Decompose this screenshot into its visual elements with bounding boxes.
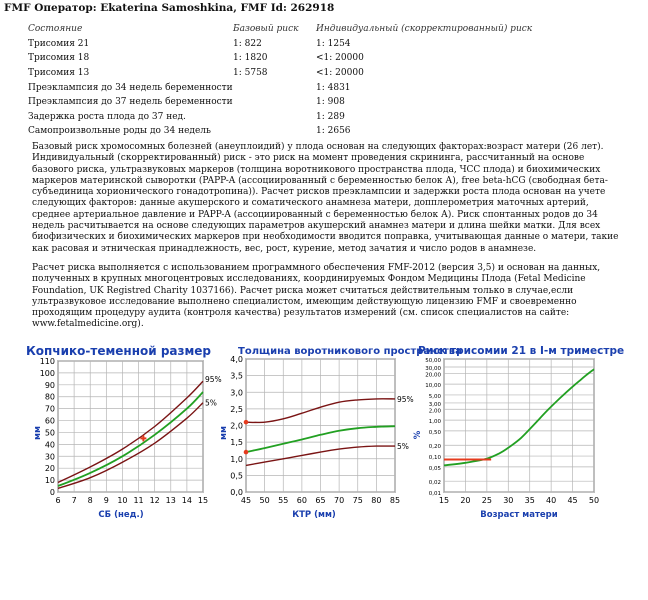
x-tick-label: 8 bbox=[87, 496, 93, 505]
x-tick-label: 50 bbox=[259, 496, 270, 505]
base-risk-cell: 1: 1820 bbox=[233, 53, 268, 64]
y-tick-label: 4,0 bbox=[230, 355, 243, 364]
table-row bbox=[28, 124, 566, 139]
y-tick-label: 40 bbox=[44, 440, 55, 450]
x-tick-label: 14 bbox=[181, 496, 192, 505]
x-tick-label: 7 bbox=[71, 496, 77, 505]
y-tick-label: 0,0 bbox=[230, 488, 243, 497]
x-tick-label: 12 bbox=[149, 496, 160, 505]
nt-chart-title: Толщина воротникового пространства bbox=[238, 346, 462, 357]
individual-risk-cell: <1: 20000 bbox=[316, 68, 364, 79]
y-tick-label: 3,00 bbox=[428, 401, 441, 408]
x-tick-label: 35 bbox=[524, 496, 535, 505]
patient-nt-marker bbox=[244, 420, 249, 425]
x-tick-label: 45 bbox=[567, 496, 578, 505]
y-tick-label: 2,00 bbox=[428, 408, 441, 415]
x-tick-label: 85 bbox=[389, 496, 401, 505]
page-title: FMF Оператор: Ekaterina Samoshkina, FMF Id: 262918 bbox=[4, 2, 335, 14]
y-tick-label: 0,05 bbox=[428, 465, 441, 472]
crl-chart bbox=[0, 343, 225, 523]
table-row bbox=[28, 95, 566, 110]
y-tick-label: 20,00 bbox=[425, 372, 441, 379]
base-risk-cell bbox=[233, 80, 316, 95]
t21-grid bbox=[444, 359, 594, 492]
y-tick-label: 1,0 bbox=[230, 454, 243, 464]
x-tick-label: 11 bbox=[133, 496, 144, 505]
percentile-label: 95% bbox=[205, 375, 222, 385]
x-tick-label: 75 bbox=[352, 496, 363, 505]
individual-risk-cell: 1: 1254 bbox=[316, 38, 351, 49]
column-header-base-risk: Базовый риск bbox=[233, 24, 299, 35]
t21-y-ticks bbox=[425, 358, 441, 497]
y-tick-label: 0,10 bbox=[428, 455, 441, 462]
t21-risk-chart bbox=[410, 343, 625, 523]
y-tick-label: 1,5 bbox=[230, 438, 243, 448]
x-tick-label: 6 bbox=[55, 496, 61, 505]
condition-cell: Самопроизвольные роды до 34 недель bbox=[28, 126, 211, 137]
table-row bbox=[28, 80, 566, 95]
column-header-condition: Состояние bbox=[28, 24, 83, 35]
x-tick-label: 70 bbox=[334, 496, 345, 505]
y-tick-label: 2,5 bbox=[230, 404, 243, 414]
column-header-individual-risk: Индивидуальный (скорректированный) риск bbox=[316, 24, 533, 35]
plot-frame bbox=[444, 359, 594, 492]
y-tick-label: 10,00 bbox=[425, 383, 441, 390]
y-tick-label: 0,50 bbox=[428, 429, 441, 436]
crl-chart-title: Копчико-теменной размер bbox=[26, 344, 212, 358]
y-tick-label: 0,01 bbox=[428, 491, 441, 497]
x-tick-label: 60 bbox=[296, 496, 307, 505]
x-tick-label: 15 bbox=[438, 496, 450, 505]
x-tick-label: 15 bbox=[197, 496, 209, 505]
condition-cell: Трисомия 21 bbox=[28, 38, 90, 49]
y-tick-label: 70 bbox=[44, 404, 55, 414]
t21-x-axis-label: Возраст матери bbox=[480, 510, 558, 520]
x-tick-label: 9 bbox=[103, 496, 109, 505]
crl-x-ticks bbox=[55, 496, 208, 505]
percentile-label: 95% bbox=[397, 394, 414, 404]
individual-risk-cell: <1: 20000 bbox=[316, 53, 364, 64]
x-tick-label: 10 bbox=[117, 496, 128, 505]
condition-cell: Задержка роста плода до 37 нед. bbox=[28, 111, 186, 122]
individual-risk-cell: 1: 908 bbox=[316, 97, 345, 108]
condition-cell: Трисомия 18 bbox=[28, 53, 90, 64]
table-row bbox=[28, 110, 566, 125]
x-tick-label: 40 bbox=[546, 496, 557, 505]
risk-table bbox=[28, 22, 566, 139]
individual-risk-cell: 1: 289 bbox=[316, 111, 345, 122]
x-tick-label: 30 bbox=[503, 496, 514, 505]
y-tick-label: 110 bbox=[39, 357, 55, 366]
y-tick-label: 2,0 bbox=[230, 421, 243, 431]
x-tick-label: 45 bbox=[240, 496, 252, 505]
y-tick-label: 60 bbox=[44, 416, 55, 426]
base-risk-cell: 1: 822 bbox=[233, 38, 262, 49]
t21-y-axis-label: % bbox=[413, 430, 423, 440]
nt-x-ticks bbox=[241, 496, 400, 505]
y-tick-label: 3,0 bbox=[230, 388, 243, 398]
base-risk-cell: 1: 5758 bbox=[233, 68, 268, 79]
y-tick-label: 5,00 bbox=[428, 393, 441, 400]
percentile-label: 5% bbox=[205, 398, 217, 408]
x-tick-label: 20 bbox=[460, 496, 471, 505]
y-tick-label: 80 bbox=[44, 392, 55, 402]
percentile-label: 5% bbox=[397, 442, 409, 452]
y-tick-label: 0,20 bbox=[428, 444, 441, 451]
crl-y-axis-label: мм bbox=[33, 426, 43, 440]
condition-cell: Преэклампсия до 34 недель беременности bbox=[28, 82, 233, 93]
y-tick-label: 50,00 bbox=[425, 358, 441, 364]
y-tick-label: 3,5 bbox=[230, 371, 243, 381]
y-tick-label: 30,00 bbox=[425, 365, 441, 372]
patient-nt-marker bbox=[244, 450, 249, 455]
risk-table-header bbox=[28, 22, 566, 37]
y-tick-label: 0,5 bbox=[230, 471, 243, 481]
t21-x-ticks bbox=[439, 496, 599, 505]
y-tick-label: 1,00 bbox=[428, 419, 441, 426]
table-row bbox=[28, 51, 566, 66]
base-risk-cell bbox=[233, 124, 316, 139]
y-tick-label: 20 bbox=[44, 464, 55, 474]
individual-risk-cell: 1: 2656 bbox=[316, 126, 351, 137]
y-tick-label: 0 bbox=[49, 488, 55, 497]
x-tick-label: 13 bbox=[165, 496, 176, 505]
x-tick-label: 55 bbox=[278, 496, 289, 505]
base-risk-cell bbox=[233, 95, 316, 110]
x-tick-label: 80 bbox=[371, 496, 382, 505]
x-tick-label: 65 bbox=[315, 496, 326, 505]
y-tick-label: 10 bbox=[44, 476, 55, 486]
x-tick-label: 25 bbox=[481, 496, 492, 505]
software-note-paragraph: Расчет риска выполняется с использованием программного обеспечения FMF-2012 (версия 3,5) и основан на данных, полученных в крупных многоцентровых исследованиях, координируемых Фондом Медицины Плода (Fetal Medicine Foundation, UK Registred Charity 1037166). Расчет риска может считаться действительным только в случае,если ультразвуковое исследование выполнено специалистом, имеющим действующую лицензию FMF и своевременно проходящим процедуру аудита (контроля качества) результатов измерений (см. список специалистов на сайте: www.fetalmedicine.org). bbox=[32, 263, 601, 330]
condition-cell: Трисомия 13 bbox=[28, 68, 90, 79]
crl-x-axis-label: СБ (нед.) bbox=[98, 510, 144, 520]
x-tick-label: 50 bbox=[588, 496, 600, 505]
nt-grid bbox=[246, 359, 395, 492]
base-risk-cell bbox=[233, 110, 316, 125]
table-row bbox=[28, 37, 566, 52]
nt-x-axis-label: КТР (мм) bbox=[292, 510, 336, 520]
t21-risk-chart-title: Риск трисомии 21 в I-м триместре bbox=[418, 345, 625, 357]
nt-y-axis-label: мм bbox=[219, 426, 229, 440]
explanation-paragraph: Базовый риск хромосомных болезней (анеуплоидий) у плода основан на следующих факторах:возраст матери (26 лет). Индивидуальный (скорректированный) риск - это риск на момент проведения скрининга, рассчитанный на основе базового риска, ультразвуковых маркеров (толщина воротникового пространства плода, ЧСС плода) и биохимических маркеров материнской сыворотки (PAPP-A (ассоциированный с беременностью белок А), free beta-hCG (свободная бета-субъединица хорионического гонадотропина)). Расчет рисков преэклампсии и задержки роста плода основан на учете следующих факторов: данные акушерского и соматического анамнеза матери, допплерометрия маточных артерий, среднее артериальное давление и PAPP-A (ассоциированный с беременностью белок А). Риск спонтанных родов до 34 недель расчитывается на основе следующих параметров акушерский анамнез матери и длина шейки матки. Для всех биофизических и биохимических маркеров при необходимости вводится поправка, учитывающая данные о матери, такие как расовая и этническая принадлежность, вес, рост, курение, метод зачатия и число родов в анамнезе. bbox=[32, 142, 619, 254]
y-tick-label: 100 bbox=[39, 368, 55, 378]
nt-y-ticks bbox=[230, 355, 243, 497]
condition-cell: Преэклампсия до 37 недель беременности bbox=[28, 97, 233, 108]
y-tick-label: 0,02 bbox=[428, 480, 441, 487]
y-tick-label: 90 bbox=[44, 380, 55, 390]
y-tick-label: 50 bbox=[44, 428, 55, 438]
table-row bbox=[28, 66, 566, 81]
y-tick-label: 30 bbox=[44, 452, 55, 462]
individual-risk-cell: 1: 4831 bbox=[316, 82, 351, 93]
